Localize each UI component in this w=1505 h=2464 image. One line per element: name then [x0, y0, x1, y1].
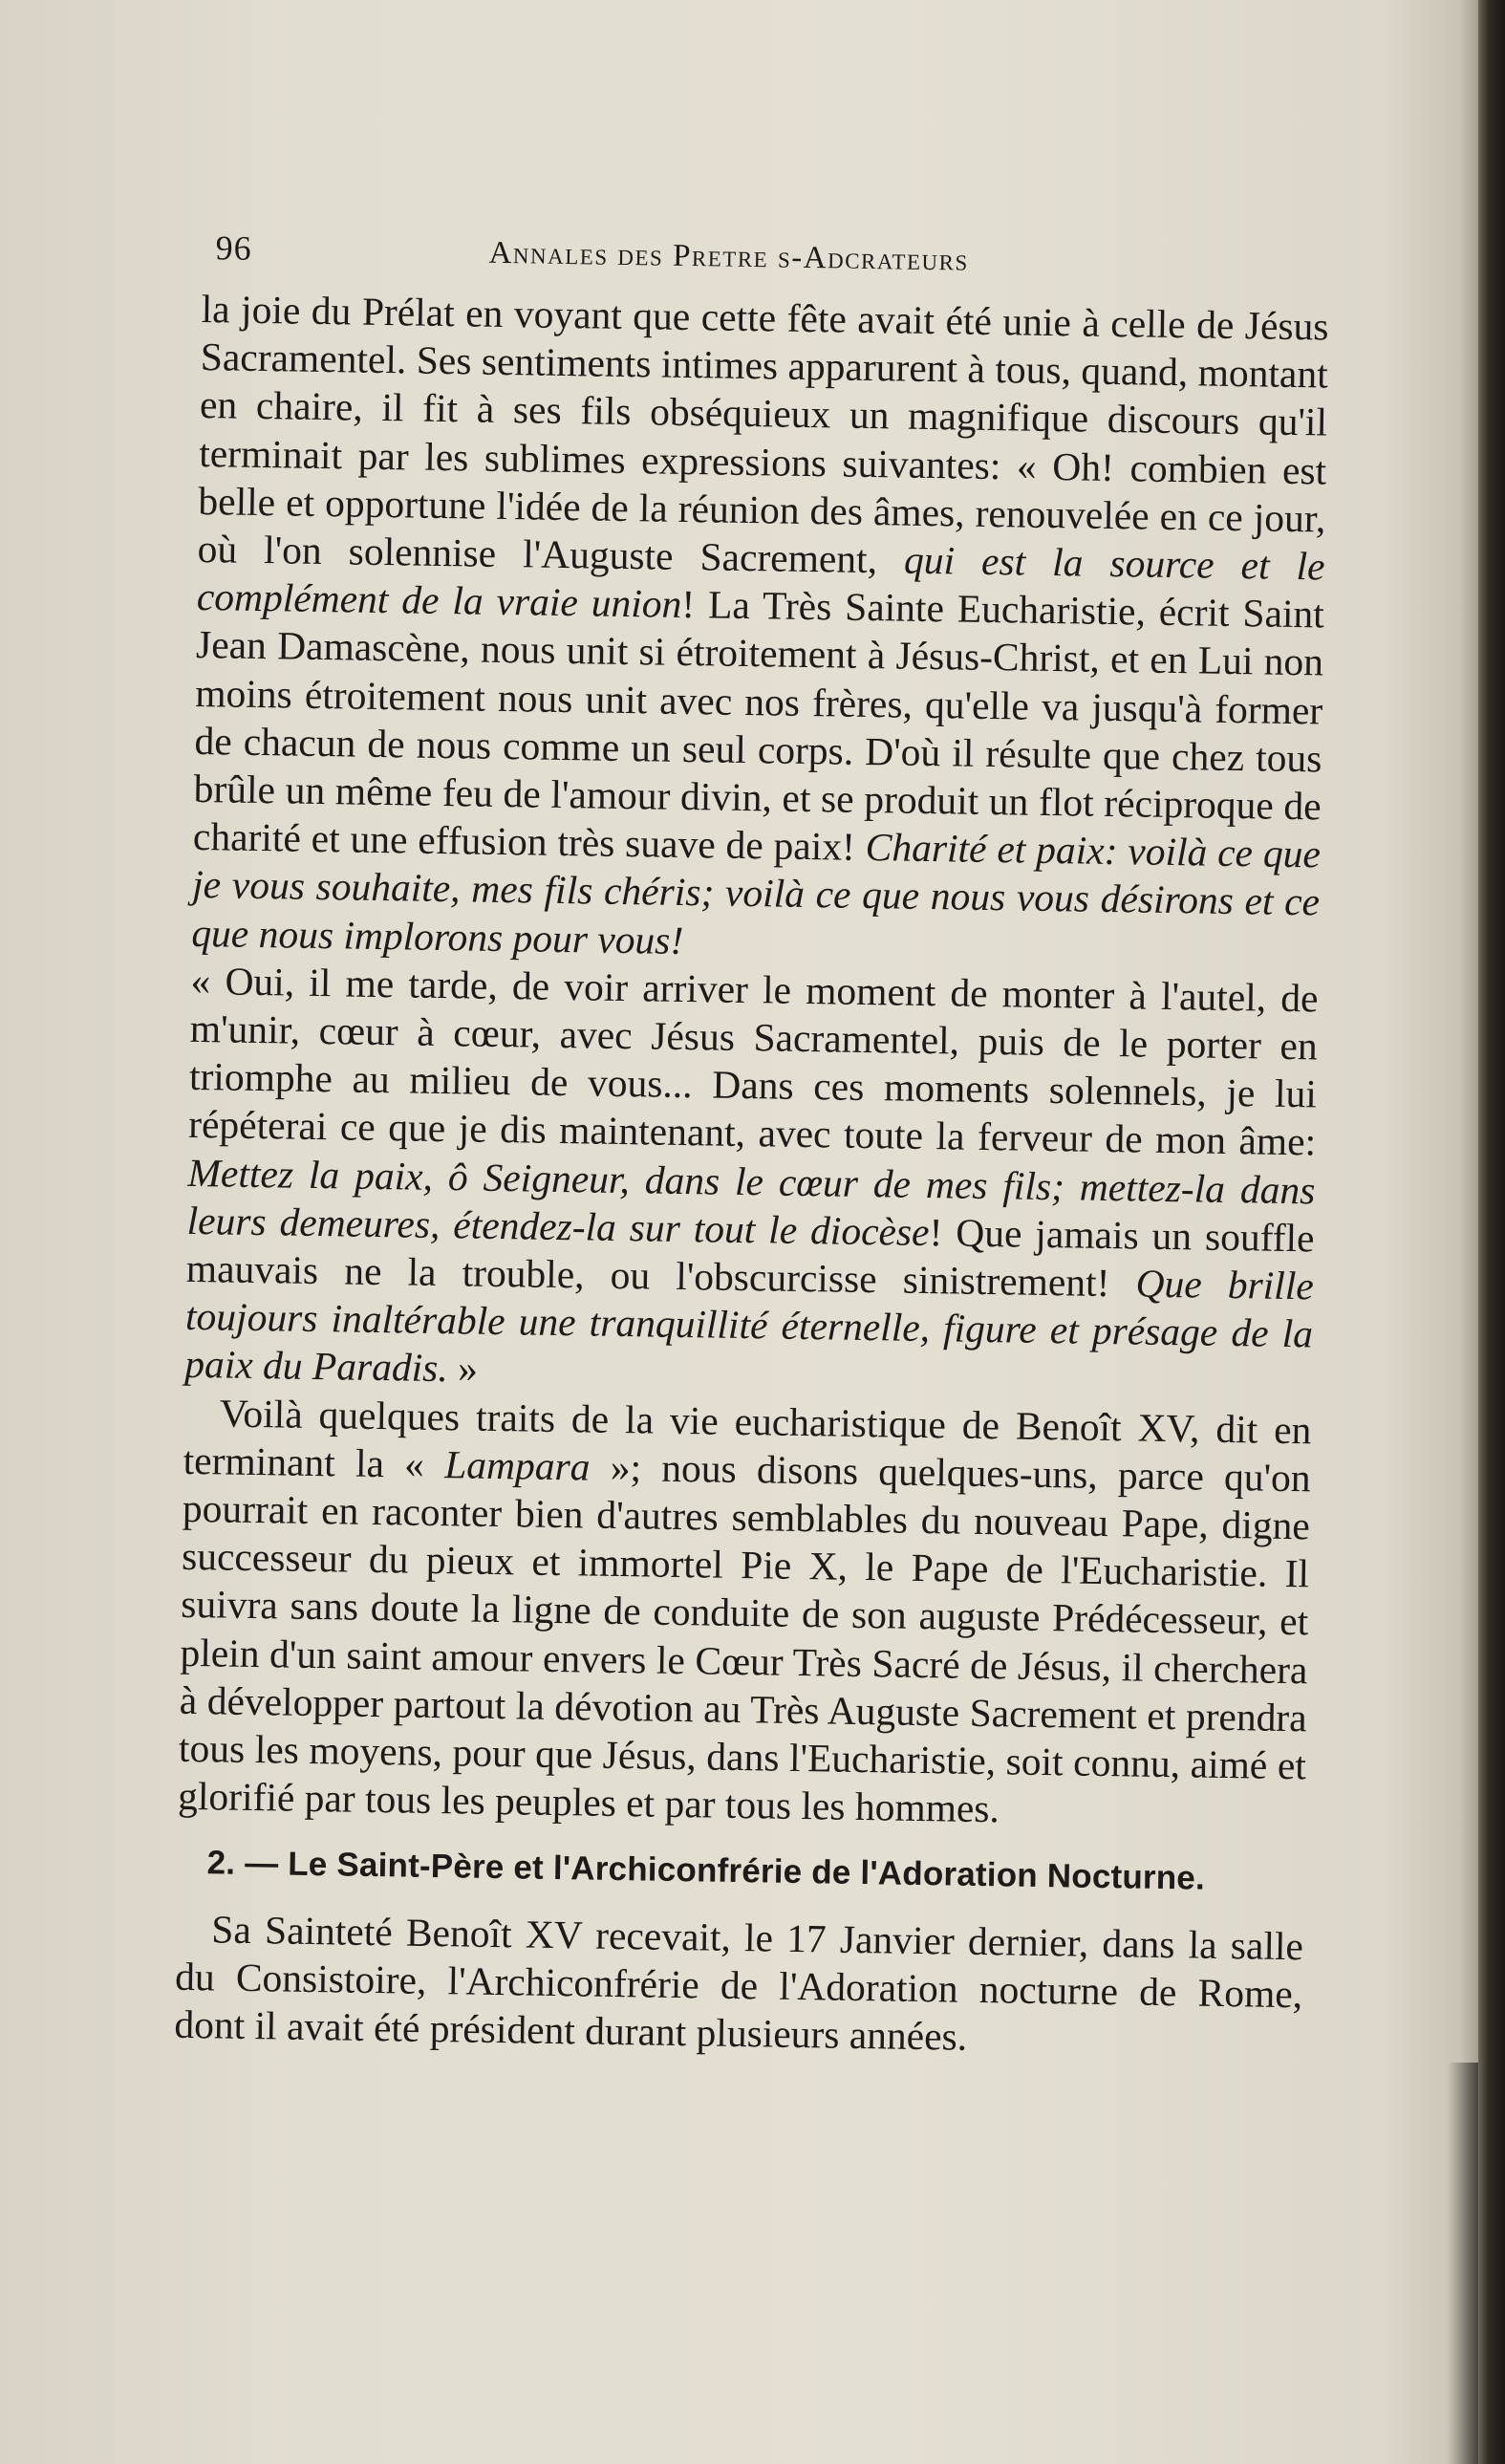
paragraph-1-text-c: ! La Très Sainte Eucharistie, écrit Saint Jean Damascène, nous unit si étroitement à Jésus-Christ, et en Lui non moins étroitement nous unit avec nos frères, qu'elle va jusqu'à former de chacun de nous comme un seul corps. D'où il résulte que chez tous brûle un même feu de l'amour divin, et se produit un flot réciproque de charité et une effusion très suave de paix! — [192, 582, 1325, 870]
paragraph-1-text-a: la joie du Prélat en voyant que cette fête avait été unie à celle de Jésus Sacramentel. Ses sentiments intimes apparurent à tous, quand, montant en chaire, il fit à ses fils obséquieux un magnifique discours qu'il terminait par les sublimes expressions suivantes: « Oh! combien est belle et opportune l'idée de la réunion des âmes, renouvelée en ce jour, où l'on solennise l'Auguste Sacrement, — [197, 286, 1329, 582]
paragraph-3-text-c: »; nous disons quelques-uns, parce qu'on pourrait en raconter bien d'autres semblables du nouveau Pape, digne successeur du pieux et immortel Pie X, le Pape de l'Eucharistie. Il suivra sans doute la ligne de conduite de son auguste Prédécesseur, et plein d'un saint amour envers le Cœur Très Sacré de Jésus, il cherchera à développer partout la dévotion au Très Auguste Sacrement et prendra tous les moyens, pour que Jésus, dans l'Eucharistie, soit connu, aimé et glorifié par tous les peuples et par tous les hommes. — [177, 1444, 1311, 1831]
page-text-block — [174, 227, 1330, 2065]
paragraph-1-italic-b: qui est la source et le complément de la vraie union — [196, 537, 1325, 627]
paragraph-4: Sa Sainteté Benoît XV recevait, le 17 Janvier dernier, dans la salle du Consistoire, l'Archiconfrérie de l'Adoration nocturne de Rome, dont il avait été président durant plusieurs années. — [174, 1906, 1304, 2059]
paragraph-2-italic-b: Mettez la paix, ô Seigneur, dans le cœur de mes fils; mettez-la dans leurs demeures, étendez-la sur tout le diocèse — [186, 1150, 1316, 1254]
paragraph-2-text-a: « Oui, il me tarde, de voir arriver le moment de monter à l'autel, de m'unir, cœur à cœur, avec Jésus Sacramentel, puis de le porter en triomphe au milieu de vous... Dans ces moments solennels, je lui répéterai ce que je dis maintenant, avec toute la ferveur de mon âme: — [187, 958, 1319, 1164]
book-binding-edge — [1478, 0, 1505, 2464]
page-number: 96 — [215, 228, 252, 268]
paragraph-2-italic-d: Que brille toujours inaltérable une tranquillité éternelle, figure et présage de la paix du Paradis. — [183, 1261, 1315, 1391]
paragraph-2 — [184, 957, 1319, 1406]
paragraph-1-italic-d: Charité et paix: voilà ce que je vous souhaite, mes fils chéris; voilà ce que nous vous désirons et ce que nous implorons pour vous! — [191, 825, 1322, 962]
paragraph-3-text-a: Voilà quelques traits de la vie eucharistique de Benoît XV, dit en terminant la « — [183, 1391, 1312, 1487]
section-heading: 2. — Le Saint-Père et l'Archiconfrérie de l'Adoration Nocturne. — [206, 1843, 1206, 1897]
paragraph-3-italic-b: Lampara — [443, 1442, 591, 1489]
running-title: Annales des Pretre s-Adcrateurs — [488, 235, 970, 278]
paragraph-2-text-c: ! Que jamais un souffle mauvais ne la trouble, ou l'obscurcisse sinistrement! — [185, 1209, 1315, 1306]
paragraph-1 — [191, 285, 1329, 974]
paragraph-3 — [178, 1389, 1312, 1838]
paragraph-2-text-e: » — [447, 1346, 479, 1392]
